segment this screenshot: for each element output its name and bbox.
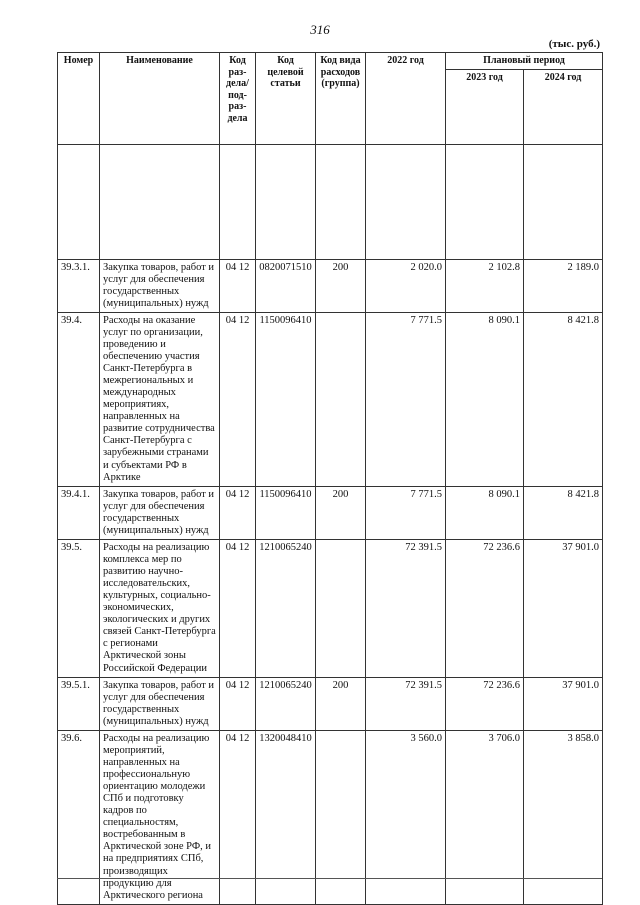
podrazdel-code: 12 [238, 541, 250, 553]
budget-table [57, 52, 603, 905]
row-kind-code [316, 539, 366, 677]
row-value-2023: 72 236.6 [446, 539, 524, 677]
table-row [58, 539, 603, 677]
row-value-2024: 3 858.0 [524, 730, 603, 904]
header-2022: 2022 год [366, 53, 446, 145]
row-name: Закупка товаров, работ и услуг для обеспечения государственных (муниципальных) нужд [100, 486, 220, 539]
header-2023: 2023 год [446, 69, 524, 144]
row-value-2023: 72 236.6 [446, 677, 524, 730]
row-section-code [220, 539, 256, 677]
table-row [58, 486, 603, 539]
row-number: 39.4. [58, 312, 100, 486]
razdel-code: 04 [225, 261, 237, 273]
row-kind-code [316, 312, 366, 486]
row-kind-code: 200 [316, 486, 366, 539]
row-value-2023: 8 090.1 [446, 312, 524, 486]
row-target-code: 0820071510 [256, 259, 316, 312]
row-name: Закупка товаров, работ и услуг для обеспечения государственных (муниципальных) нужд [100, 259, 220, 312]
header-kind: Код вида расходов (группа) [316, 53, 366, 145]
row-kind-code: 200 [316, 677, 366, 730]
row-target-code: 1210065240 [256, 677, 316, 730]
row-value-2023: 8 090.1 [446, 486, 524, 539]
razdel-code: 04 [225, 488, 237, 500]
units-label: (тыс. руб.) [548, 38, 600, 50]
row-target-code: 1150096410 [256, 312, 316, 486]
row-number: 39.5.1. [58, 677, 100, 730]
row-value-2022: 72 391.5 [366, 677, 446, 730]
header-2024: 2024 год [524, 69, 603, 144]
row-number: 39.5. [58, 539, 100, 677]
table-row [58, 312, 603, 486]
podrazdel-code: 12 [238, 261, 250, 273]
row-section-code [220, 486, 256, 539]
razdel-code: 04 [225, 541, 237, 553]
page-number: 316 [310, 22, 330, 37]
row-value-2022: 2 020.0 [366, 259, 446, 312]
row-section-code [220, 312, 256, 486]
table-row [58, 259, 603, 312]
podrazdel-code: 12 [238, 732, 250, 744]
row-value-2022: 7 771.5 [366, 486, 446, 539]
row-name: Расходы на реализацию комплекса мер по развитию научно-исследовательских, культурных, социально-экономических, экологических и других связей Санкт-Петербурга с регионами Арктической зоны Российской Федерации [100, 539, 220, 677]
row-value-2022: 7 771.5 [366, 312, 446, 486]
row-value-2024: 8 421.8 [524, 312, 603, 486]
row-number: 39.6. [58, 730, 100, 904]
row-name: Закупка товаров, работ и услуг для обеспечения государственных (муниципальных) нужд [100, 677, 220, 730]
row-kind-code: 200 [316, 259, 366, 312]
razdel-code: 04 [225, 314, 237, 326]
razdel-code: 04 [225, 679, 237, 691]
row-value-2023: 3 706.0 [446, 730, 524, 904]
row-number: 39.3.1. [58, 259, 100, 312]
header-plan-period: Плановый период [446, 53, 603, 70]
row-value-2024: 37 901.0 [524, 677, 603, 730]
row-target-code: 1150096410 [256, 486, 316, 539]
row-value-2023: 2 102.8 [446, 259, 524, 312]
razdel-code: 04 [225, 732, 237, 744]
header-section: Код раз-дела/ под-раз-дела [220, 53, 256, 145]
header-name: Наименование [100, 53, 220, 145]
row-number: 39.4.1. [58, 486, 100, 539]
podrazdel-code: 12 [238, 488, 250, 500]
row-value-2024: 8 421.8 [524, 486, 603, 539]
podrazdel-code: 12 [238, 679, 250, 691]
header-target: Код целевой статьи [256, 53, 316, 145]
row-section-code [220, 677, 256, 730]
row-target-code: 1210065240 [256, 539, 316, 677]
row-name: Расходы на реализацию мероприятий, направленных на профессиональную ориентацию молодежи СПб и подготовку кадров по специальностям, востребованным в Арктической зоне РФ, и на предприятиях СПб, производящих продукцию для Арктического региона [100, 730, 220, 904]
podrazdel-code: 12 [238, 314, 250, 326]
row-value-2024: 37 901.0 [524, 539, 603, 677]
header-num: Номер [58, 53, 100, 145]
page-bottom-rule [57, 878, 602, 879]
row-name: Расходы на оказание услуг по организации, проведению и обеспечению участия Санкт-Петербурга в межрегиональных и международных мероприятиях, направленных на развитие сотрудничества Санкт-Петербурга с зарубежными странами и субъектами РФ в Арктике [100, 312, 220, 486]
row-value-2024: 2 189.0 [524, 259, 603, 312]
row-value-2022: 72 391.5 [366, 539, 446, 677]
table-row [58, 677, 603, 730]
row-section-code [220, 259, 256, 312]
spacer-row [58, 144, 603, 259]
row-target-code: 1320048410 [256, 730, 316, 904]
row-value-2022: 3 560.0 [366, 730, 446, 904]
